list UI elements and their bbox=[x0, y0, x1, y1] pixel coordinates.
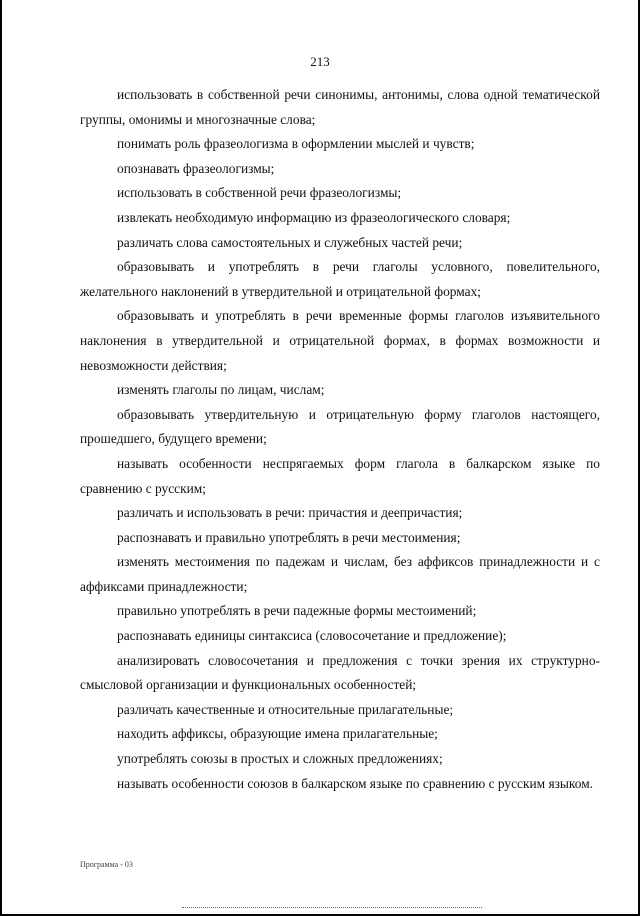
paragraph: находить аффиксы, образующие имена прилагательные; bbox=[117, 726, 438, 742]
paragraph: распознавать и правильно употреблять в речи местоимения; bbox=[117, 529, 461, 545]
paragraph: понимать роль фразеологизма в оформлении мыслей и чувств; bbox=[117, 136, 475, 152]
paragraph: использовать в собственной речи фразеологизмы; bbox=[117, 185, 402, 201]
paragraph: образовывать и употреблять в речи глаголы условного, повелительного, желательного наклонений в утвердительной и отрицательной формах; bbox=[80, 259, 600, 299]
paragraph: образовывать и употреблять в речи временные формы глаголов изъявительного наклонения в утвердительной и отрицательной формах, в формах возможности и невозможности действия; bbox=[80, 308, 600, 373]
paragraph: опознавать фразеологизмы; bbox=[117, 160, 275, 176]
paragraph: называть особенности союзов в балкарском языке по сравнению с русским языком. bbox=[117, 775, 594, 791]
paragraph: распознавать единицы синтаксиса (словосочетание и предложение); bbox=[117, 628, 507, 644]
footer-label: Программа - 03 bbox=[80, 860, 133, 869]
paragraph: образовывать утвердительную и отрицательную форму глаголов настоящего, прошедшего, будущего времени; bbox=[80, 406, 600, 447]
paragraph: анализировать словосочетания и предложения с точки зрения их структурно-смысловой организации и функциональных особенностей; bbox=[80, 652, 600, 693]
paragraph: изменять местоимения по падежам и числам, без аффиксов принадлежности и с аффиксами принадлежности; bbox=[80, 554, 600, 594]
page-number: 213 bbox=[310, 54, 330, 69]
scan-artifact-line bbox=[182, 907, 482, 908]
paragraph: различать качественные и относительные прилагательные; bbox=[117, 701, 454, 717]
paragraph: употреблять союзы в простых и сложных предложениях; bbox=[117, 751, 443, 767]
paragraph: использовать в собственной речи синонимы, антонимы, слова одной тематической группы, омонимы и многозначные слова; bbox=[80, 87, 600, 127]
paragraph: правильно употреблять в речи падежные формы местоимений; bbox=[117, 603, 477, 619]
paragraph: называть особенности неспрягаемых форм глагола в балкарском языке по сравнению с русским; bbox=[80, 455, 600, 496]
paragraph: различать слова самостоятельных и служебных частей речи; bbox=[117, 234, 463, 250]
page-content bbox=[80, 83, 600, 796]
paragraph: различать и использовать в речи: причастия и деепричастия; bbox=[117, 505, 463, 521]
paragraph: изменять глаголы по лицам, числам; bbox=[117, 382, 325, 398]
paragraph: извлекать необходимую информацию из фразеологического словаря; bbox=[117, 209, 511, 225]
